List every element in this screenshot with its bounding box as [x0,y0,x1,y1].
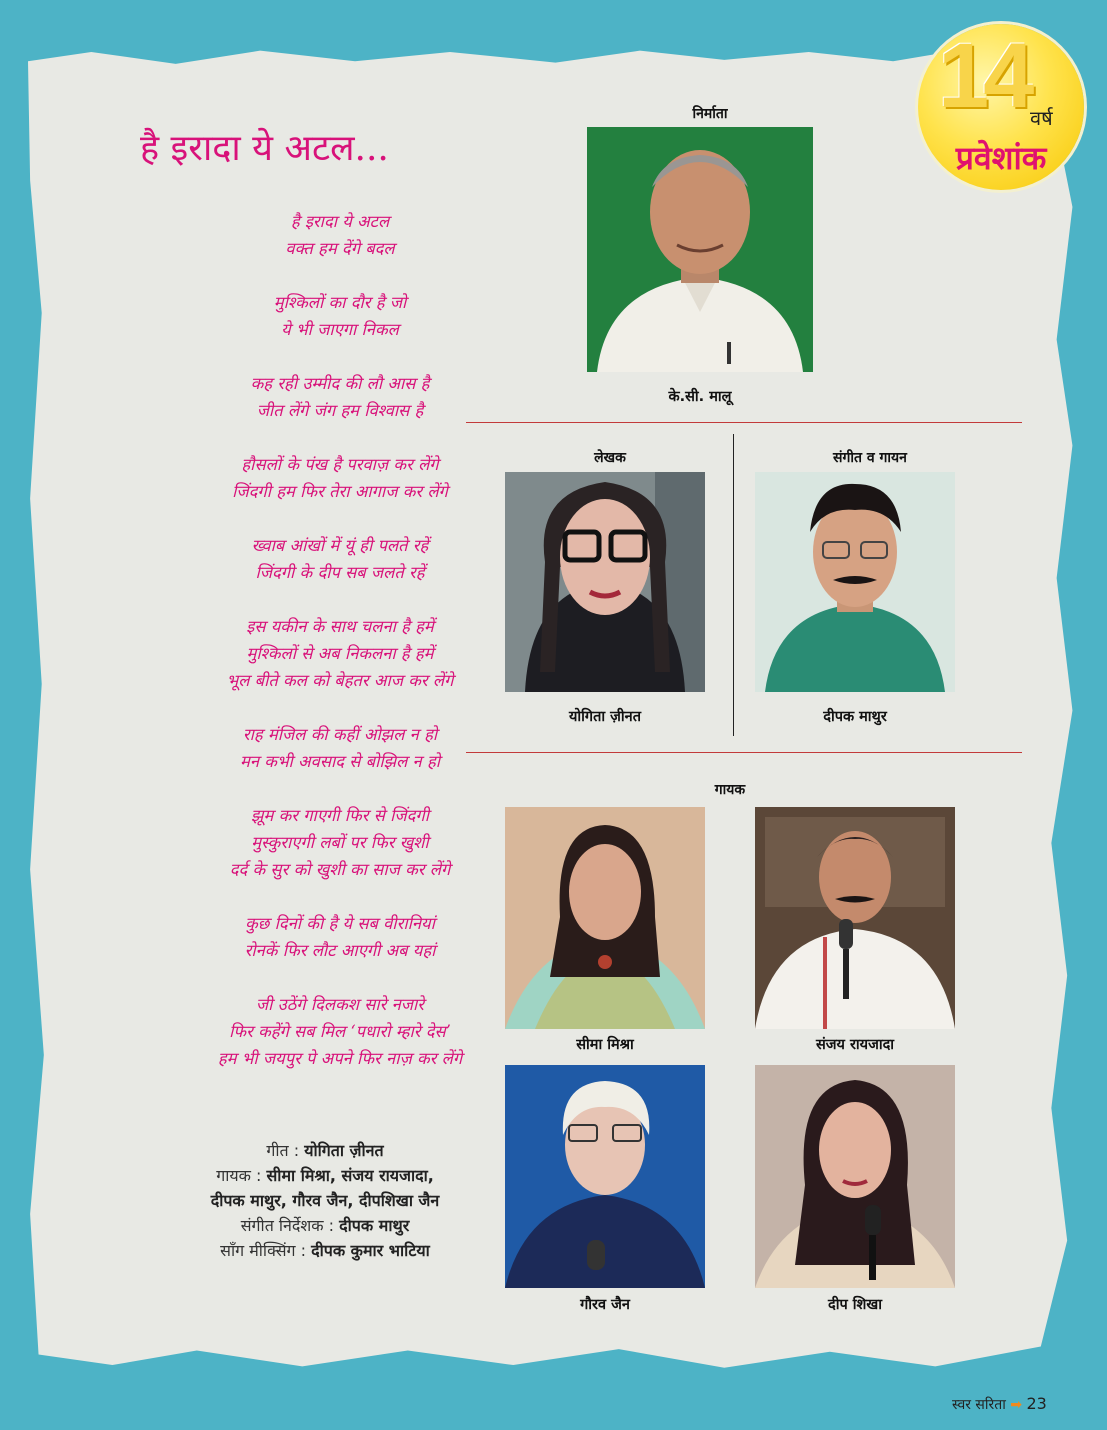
credit-gayak-label: गायक : [216,1166,262,1185]
singer4-photo [755,1065,955,1288]
poem-body [120,208,560,1099]
credit-sangeet-value: दीपक माथुर [339,1216,410,1235]
divider-2 [466,752,1022,753]
poem-line: जिंदगी हम फिर तेरा आगाज कर लेंगे [232,482,448,501]
magazine-name: स्वर सरिता [952,1397,1006,1413]
poem-stanza [120,802,560,883]
singer1-name: सीमा मिश्रा [576,1037,634,1053]
poem-title: है इरादा ये अटल... [140,128,389,169]
page-footer [952,1394,1047,1414]
poem-stanza [120,613,560,694]
badge-varsh: वर्ष [1030,106,1053,130]
producer-photo [587,127,813,372]
poem-line: है इरादा ये अटल [290,212,390,231]
credit-sangeet-label: संगीत निर्देशक : [240,1216,335,1235]
music-label: संगीत व गायन [833,450,907,466]
divider-1 [466,422,1022,423]
badge-number: 14 [938,25,1029,127]
poem-line: जी उठेंगे दिलकश सारे नजारे [255,995,425,1014]
badge-pravesh: प्रवेशांक [955,139,1047,177]
credit-geet-label: गीत : [266,1141,300,1160]
singer3-photo [505,1065,705,1288]
poem-line: कुछ दिनों की है ये सब वीरानियां [245,914,435,933]
poem-line: हौसलों के पंख है परवाज़ कर लेंगे [241,455,439,474]
poem-line: दर्द के सुर को खुशी का साज कर लेंगे [229,860,451,879]
producer-label: निर्माता [692,106,728,122]
poem-stanza [120,910,560,964]
page-number: 23 [1026,1394,1047,1413]
singers-label: गायक [714,782,746,798]
poem-line: ख्वाब आंखों में यूं ही पलते रहें [251,536,429,555]
music-director-photo [755,472,955,692]
credit-mixing-label: साँग मीक्सिंग : [220,1241,306,1260]
poem-line: रोनकें फिर लौट आएगी अब यहां [244,941,436,960]
poem-line: झूम कर गाएगी फिर से जिंदगी [251,806,429,825]
poem-stanza [120,289,560,343]
poem-line: राह मंजिल की कहीं ओझल न हो [242,725,438,744]
poem-line: हम भी जयपुर पे अपने फिर नाज़ कर लेंगे [217,1049,463,1068]
poem-stanza [120,208,560,262]
vertical-divider [733,434,734,736]
credit-geet-value: योगिता ज़ीनत [304,1141,384,1160]
poem-line: मुश्किलों का दौर है जो [273,293,407,312]
poem-line: जिंदगी के दीप सब जलते रहें [255,563,425,582]
writer-photo [505,472,705,692]
music-director-name: दीपक माथुर [823,709,887,725]
poem-line: वक्त हम देंगे बदल [285,239,395,258]
poem-stanza [120,532,560,586]
singer4-name: दीप शिखा [828,1297,882,1313]
poem-line: ये भी जाएगा निकल [281,320,399,339]
poem-stanza [120,721,560,775]
poem-line: इस यकीन के साथ चलना है हमें [246,617,434,636]
poem-line: जीत लेंगे जंग हम विश्वास है [256,401,424,420]
poem-stanza [120,991,560,1072]
credit-gayak-value-1: सीमा मिश्रा, संजय रायजादा, [266,1166,434,1185]
singer2-name: संजय रायजादा [815,1037,895,1053]
credit-mixing-value: दीपक कुमार भाटिया [311,1241,430,1260]
poem-line: मन कभी अवसाद से बोझिल न हो [240,752,440,771]
singer3-name: गौरव जैन [580,1297,630,1313]
singer2-photo [755,807,955,1029]
producer-name: के.सी. मालू [668,389,732,405]
song-credits [120,1138,530,1263]
poem-line: कह रही उम्मीद की लौ आस है [250,374,430,393]
footer-arrow-icon: ➡ [1010,1397,1023,1413]
anniversary-badge [918,24,1084,190]
writer-name: योगिता ज़ीनत [569,709,641,725]
poem-line: भूल बीते कल को बेहतर आज कर लेंगे [226,671,454,690]
credit-gayak-value-2: दीपक माथुर, गौरव जैन, दीपशिखा जैन [210,1191,440,1210]
poem-line: फिर कहेंगे सब मिल ‘पधारो म्हारे देस’ [229,1022,451,1041]
poem-stanza [120,370,560,424]
poem-line: मुस्कुराएगी लबों पर फिर खुशी [251,833,429,852]
poem-stanza [120,451,560,505]
writer-label: लेखक [594,450,626,466]
singer1-photo [505,807,705,1029]
poem-line: मुश्किलों से अब निकलना है हमें [246,644,434,663]
